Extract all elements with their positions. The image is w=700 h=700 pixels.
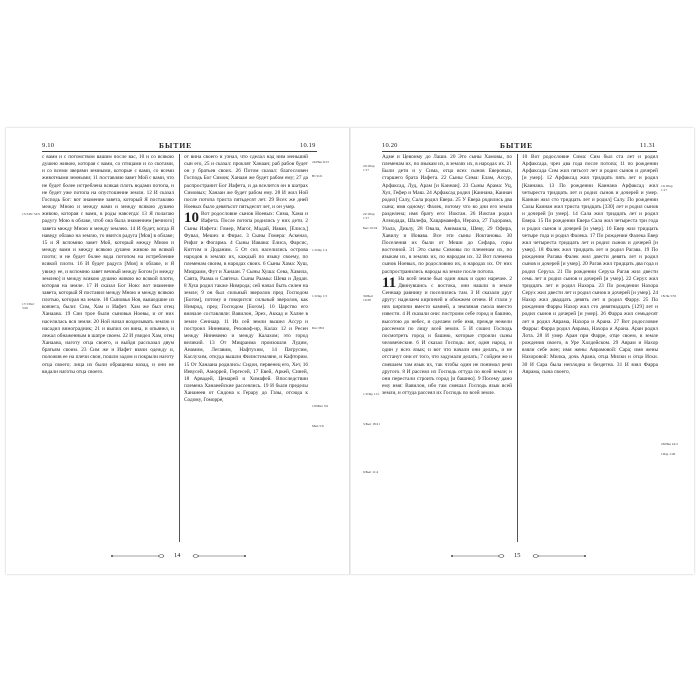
right-header-ref-start: 10.20 (382, 142, 398, 149)
chapter-number-10: 10 (184, 210, 199, 227)
left-page-number: 14 (174, 552, 181, 559)
left-footer-ornament-right (192, 552, 247, 560)
chapter-number-11: 11 (382, 274, 397, 291)
left-footer-ornament-left (110, 552, 165, 560)
left-header-ref-end: 10.19 (300, 142, 316, 149)
left-outer-margin-notes: 15/3:Ис 54:9 17/1:Пет 3:20 (22, 212, 40, 310)
right-outer-margin-notes: 10/1Пар 1:17 18/Лк 3:35 26/Нав 24:2 1Пар 1:26 (661, 184, 678, 456)
book-spread (6, 128, 694, 574)
right-footer-ornament-left (450, 552, 505, 560)
left-header-rule (42, 151, 317, 152)
left-col2-text-a: от вина своего и узнал, что сделал над ним меньший сын его, 25 и сказал: проклят Ханаан; раб рабов будет он у братьев своих. 26 Потом сказал: благословен Господь Бог Симов; Ханаан же будет рабом ему; 27 да распространит Бог Иафета, и да вселится он в шатрах Симовых; Ханаан же будет рабом ему. 28 И жил Ной после потопа триста пятьдесят лет. 29 Всех же дней Ноевых было девятьсот пятьдесят лет, и он умер. (184, 154, 308, 211)
left-column-rule (179, 154, 180, 542)
right-column-1 (382, 154, 512, 542)
right-page (351, 128, 694, 574)
right-col2-text: 10 Вот родословие Сима: Сим был ста лет и родил Арфаксада, чрез два года после потопа; 11 по рождении Арфаксада Сим жил пятьсот лет и родил сынов и дочерей [и умер]. 12 Арфаксад жил тридцать пять лет и родил [Каинана. 13 По рождении Каинана Арфаксад жил четыреста тридцать лет и родил сынов и дочерей и умер. Каинан жил сто тридцать лет и родил] Салу. По рождении Салы Каинан жил триста тридцать [330] лет и родил сынов и дочерей [и умер]. 14 Сала жил тридцать лет и родил Евера. 15 По рождении Евера Сала жил четыреста три года и родил сынов и дочерей [и умер]. 16 Евер жил тридцать четыре года и родил Фалека. 17 По рождении Фалека Евер жил четыреста тридцать лет и родил сынов и дочерей [и умер]. 18 Фалек жил тридцать лет и родил Рагава. 19 По рождении Рагава Фалек жил двести девять лет и родил сынов и дочерей [и умер]. 20 Рагав жил тридцать два года и родил Серуха. 21 По рождении Серуха Рагав жил двести семь лет и родил сынов и дочерей [и умер]. 22 Серух жил тридцать лет и родил Нахора. 23 По рождении Нахора Серух жил двести лет и родил сынов и дочерей [и умер]. 24 Нахор жил двадцать девять лет и родил Фарру. 25 По рождении Фарры Нахор жил сто девятнадцать [129] лет и родил сынов и дочерей [и умер]. 26 Фарра жил семьдесят лет и родил Аврама, Нахора и Арана. 27 Вот родословие Фарры: Фарра родил Аврама, Нахора и Арана. Аран родил Лота. 28 И умер Аран при Фарре, отце своем, в земле рождения своего, в Уре Халдейском. 29 Аврам и Нахор взяли себе жен; имя жены Аврамовой: Сара; имя жены Нахоровой: Милка, дочь Арана, отца Милки и отца Иски. 30 И Сара была неплодна и бездетна. 31 И взял Фарра Аврама, сына своего, (522, 154, 658, 375)
right-header-title: БЫТИЕ (500, 141, 534, 150)
left-inner-margin-notes: 24/Нав 9:23 Вт 9:21 1/1Пар 1:4 1/1Пар 1:5 Иез 38:2 10/Мих 5:6 Мих 5:6 (312, 160, 329, 428)
right-column-rule (517, 154, 518, 542)
right-header-rule (382, 151, 657, 152)
left-col1-text: с вами и с потомством вашим после вас, 10 и со всякою душею живою, которая с вами, со птицами и со скотами, и со всеми зверями земными, которые с вами, со всеми животными земными; 11 поставляю завет Мой с вами, что не будет более истреблена всякая плоть водами потопа, и не будет уже потопа на опустошение земли. 12 И сказал Господь Бог: вот знамение завета, который Я поставляю между Мною и между вами и между всякою душею живою, которая с вами, в роды навсегда: 13 Я полагаю радугу Мою в облаке, чтоб она была знамением [вечного] завета между Мною и между землею. 14 И будет, когда Я наведу облако на землю, то явится радуга [Моя] в облаке; 15 и Я вспомню завет Мой, который между Мною и между вами и между всякою душею живою во всякой плоти; и не будет более вода потопом на истребление всякой плоти. 16 И будет радуга [Моя] в облаке, и Я увижу ее, и вспомню завет вечный между Богом [и между землею] и между всякою душею живою во всякой плоти, которая на земле. 17 И сказал Бог Ною: вот знамение завета, который Я поставил между Мною и между всякою плотью, которая на земле. 18 Сыновья Ноя, вышедшие из ковчега, были: Сим, Хам и Иафет. Хам же был отец Ханаана. 19 Сии трое были сыновья Ноевы, и от них населилась вся земля. 20 Ной начал возделывать землю и насадил виноградник; 21 и выпил он вина, и опьянел, и лежал обнаженным в шатре своем. 22 И увидел Хам, отец Ханаана, наготу отца своего, и выйдя рассказал двум братьям своим. 23 Сим же и Иафет взяли одежду и, положив ее на плечи свои, пошли задом и покрыли наготу отца своего; лица их были обращены назад, и они не видали наготы отца своего. (42, 154, 174, 375)
left-header-ref-start: 9.10 (42, 142, 55, 149)
left-col2-text-b: Вот родословие сынов Ноевых: Сима, Хама и Иафета. После потопа родились у них дети. 2 Сыны Иафета: Гомер, Магог, Мадай, Иаван, [Елиса,] Фувал, Мешех и Фирас. 3 Сыны Гомера: Аскеназ, Рифат и Фогарма. 4 Сыны Иавана: Елиса, Фарсис, Киттим и Доданим. 5 От сих населились острова народов в землях их, каждый по языку своему, по племенам своим, в народах своих. 6 Сыны Хама: Хуш, Мицраим, Фут и Ханаан. 7 Сыны Хуша: Сева, Хавила, Савта, Раама и Савтеха. Сыны Раамы: Шева и Дедан. 8 Хуш родил также Нимрода; сей начал быть силен на земле; 9 он был сильный зверолов пред Господом [Богом], потому и говорится: сильный зверолов, как Нимрод, пред Господом [Богом]. 10 Царство его вначале составляли: Вавилон, Эрех, Аккад и Халне в земле Сеннаар. 11 Из сей земли вышел Ассур и построил Ниневию, Реховоф-ир, Калах 12 и Ресен между Ниневиею и между Калахом; это город великий. 13 От Мицраима произошли Лудим, Анамим, Легавим, Нафтухим, 14 Патрусим, Каслухим, откуда вышли Филистимляне, и Кафторим. 15 От Ханаана родились: Сидон, первенец его, Хет, 16 Иевусей, Аморрей, Гергесей, 17 Евей, Аркей, Синей, 18 Арвадей, Цемарей и Химафей. Впоследствии племена Хананейские рассеялись. 19 И были пределы Хананеев от Сидона к Герару до Газы, отсюда к Содому, Гоморре, (184, 211, 308, 404)
right-footer-ornament-right (532, 552, 587, 560)
right-column-2 (522, 154, 658, 542)
right-inner-margin-notes: 20/1Пар 1:17 22/1Пар 1:17 Быт 10:24 30/Быт 10:28 1/1Пар 11:1 5/Быт 18:21 9/Быт 11:4 (363, 164, 380, 474)
left-header-title: БЫТИЕ (159, 141, 193, 150)
right-col1-text-b: На всей земле был один язык и одно наречие. 2 Двинувшись с востока, они нашли в земле Сеннаар равнину и поселились там. 3 И сказали друг другу: наделаем кирпичей и обожжем огнем. И стали у них кирпичи вместо камней, а земляная смола вместо извести. 4 И сказали они: построим себе город и башню, высотою до небес, и сделаем себе имя, прежде нежели рассеемся по лицу всей земли. 5 И сошел Господь посмотреть город и башню, которые строили сыны человеческие. 6 И сказал Господь: вот, один народ, и один у всех язык; и вот что начали они делать, и не отстанут они от того, что задумали делать; 7 сойдем же и смешаем там язык их, так чтобы один не понимал речи другого. 8 И рассеял их Господь оттуда по всей земле; и они перестали строить город [и башню]. 9 Посему дано ему имя: Вавилон, ибо там смешал Господь язык всей земли, и оттуда рассеял их Господь по всей земле. (382, 275, 512, 397)
left-column-1 (42, 154, 174, 542)
right-page-number: 15 (514, 552, 521, 559)
right-header-ref-end: 11.31 (640, 142, 656, 149)
left-page (6, 128, 349, 574)
right-col1-text-a: Адме и Цевоиму до Лаши. 20 Это сыны Хамовы, по племенам их, по языкам их, в землях их, в народах их. 21 Были дети и у Сима, отца всех сынов Еверовых, старшего брата Иафета. 22 Сыны Сима: Елам, Ассур, Арфаксад, Луд, Арам [и Каинан]. 23 Сыны Арама: Уц, Хул, Гефер и Маш. 24 Арфаксад родил [Каинана, Каинан родил] Салу, Сала родил Евера. 25 У Евера родились два сына; имя одному: Фалек, потому что во дни его земля разделена; имя брату его: Иоктан. 26 Иоктан родил Алмодада, Шалефа, Хацармавефа, Иераха, 27 Гадорама, Узала, Диклу, 28 Овала, Авимаила, Шеву, 29 Офира, Хавилу и Иовава. Все эти сыны Иоктановы. 30 Поселения их были от Меши до Сефара, горы восточной. 31 Это сыны Симовы по племенам их, по языкам их, в землях их, по народам их. 32 Вот племена сынов Ноевых, по родословию их, в народах их. От них распространились народы на земле после потопа. (382, 154, 512, 275)
left-column-2 (184, 154, 308, 542)
